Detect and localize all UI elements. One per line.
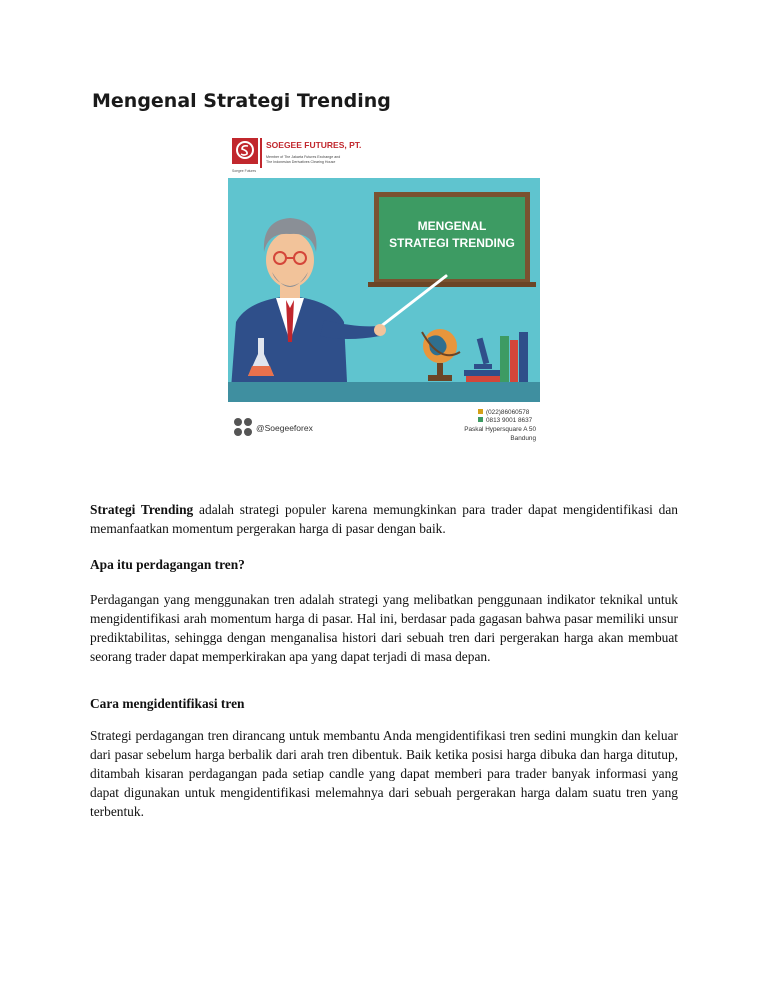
address-line-2: Bandung bbox=[510, 435, 536, 442]
logo-divider bbox=[260, 138, 262, 168]
article-illustration bbox=[228, 132, 540, 452]
phone-number-2: 0813 9001 8637 bbox=[486, 417, 533, 424]
twitter-icon bbox=[234, 428, 242, 436]
phone-icon bbox=[478, 409, 483, 414]
instagram-icon bbox=[234, 418, 242, 426]
social-handle: @Soegeeforex bbox=[256, 423, 313, 433]
intro-paragraph bbox=[90, 500, 678, 538]
section2-text: Strategi perdagangan tren dirancang untuk membantu Anda mengidentifikasi tren sedini mungkin dan keluar dari pasar sebelum harga berbalik dari arah tren dibentuk. Baik ketika posisi harga dibuka dan harga ditutup, ditambah kisaran perdagangan pada setiap candle yang dapat memberi para trader banyak informasi yang dapat digunakan untuk mengidentifikasi melemahnya dari sebuah pergerakan harga dalam suatu tren yang terbentuk. bbox=[90, 728, 678, 819]
section2-paragraph bbox=[90, 726, 678, 821]
document-title: Mengenal Strategi Trending bbox=[92, 90, 391, 112]
facebook-icon bbox=[244, 418, 252, 426]
board-line1: MENGENAL bbox=[417, 219, 487, 233]
section-heading-what-is-trend-trading: Apa itu perdagangan tren? bbox=[90, 557, 245, 572]
board-line2: STRATEGI TRENDING bbox=[389, 236, 515, 250]
whatsapp-icon bbox=[478, 417, 483, 422]
section1-paragraph bbox=[90, 590, 678, 666]
youtube-icon bbox=[244, 428, 252, 436]
illustration-svg bbox=[228, 132, 540, 452]
address-line-1: Paskal Hypersquare A 50 bbox=[464, 426, 536, 433]
section1-text: Perdagangan yang menggunakan tren adalah strategi yang melibatkan penggunaan indikator teknikal untuk mengidentifikasi arah momentum harga di pasar. Hal ini, berdasar pada gagasan bahwa pasar memiliki unsur prediktabilitas, sehingga dengan menganalisa histori dari sebuah tren dari pergerakan harga akan membuat seorang trader dapat memperkirakan apa yang dapat terjadi di masa depan. bbox=[90, 592, 678, 664]
company-name: SOEGEE FUTURES, PT. bbox=[266, 140, 362, 150]
intro-text: adalah strategi populer karena memungkinkan para trader dapat mengidentifikasi dan memanfaatkan momentum pergerakan harga di pasar dengan baik. bbox=[90, 502, 679, 536]
desk bbox=[228, 382, 540, 402]
books-stack bbox=[464, 370, 504, 382]
company-logo bbox=[232, 138, 258, 164]
logo-tagline: Soegee Futures bbox=[232, 169, 257, 173]
company-desc-line1: Member of The Jakarta Futures Exchange and bbox=[266, 155, 341, 159]
section-heading-identify-trend: Cara mengidentifikasi tren bbox=[90, 696, 245, 711]
phone-number-1: (022)86060578 bbox=[486, 409, 530, 416]
company-desc-line2: The Indonesian Derivatives Clearing House bbox=[266, 160, 336, 164]
intro-bold-lead: Strategi Trending bbox=[90, 502, 194, 517]
